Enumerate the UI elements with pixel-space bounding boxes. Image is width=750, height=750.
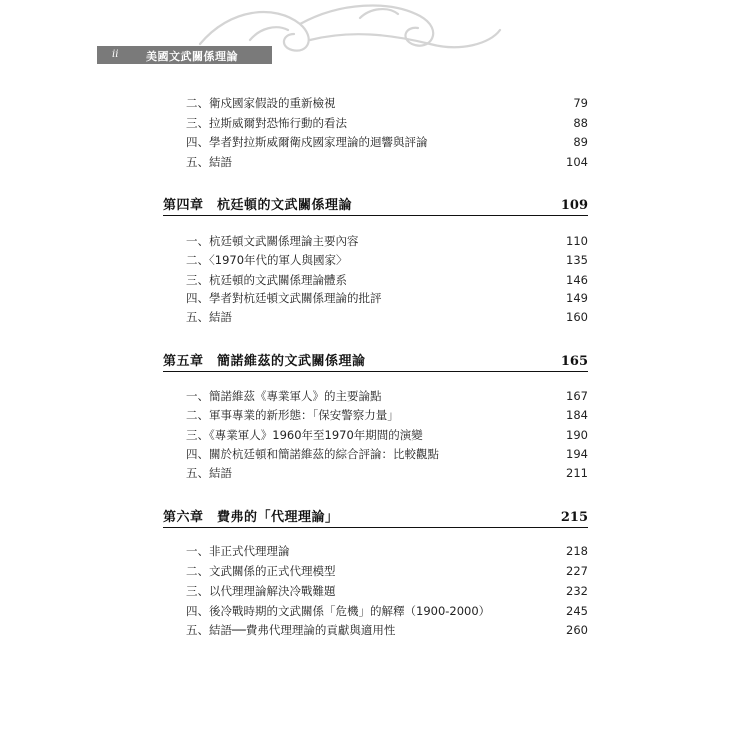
- chapter-page-number: 165: [560, 354, 588, 369]
- entry-title: 二、文武關係的正式代理模型: [186, 564, 336, 578]
- entry-page-number: 149: [566, 291, 588, 305]
- entry-title: 一、簡諾維茲《專業軍人》的主要論點: [186, 389, 382, 403]
- entry-title: 二、〈1970年代的軍人與國家〉: [186, 253, 348, 267]
- entry-title: 四、學者對杭廷頓文武關係理論的批評: [186, 291, 382, 305]
- entry-title: 一、非正式代理理論: [186, 544, 290, 558]
- toc-entry: [186, 388, 588, 404]
- chapter-heading: [163, 505, 588, 528]
- toc-entry: [186, 309, 588, 325]
- entry-page-number: 184: [566, 408, 588, 422]
- toc-entry: [186, 563, 588, 579]
- entry-page-number: 135: [566, 253, 588, 267]
- entry-title: 五、結語: [186, 310, 232, 324]
- chapter-title: 第六章 費弗的「代理理論」: [163, 510, 339, 525]
- toc-entry: [186, 134, 588, 150]
- toc-entry: [186, 583, 588, 599]
- entry-title: 四、後冷戰時期的文武關係「危機」的解釋（1900-2000）: [186, 604, 491, 618]
- entry-page-number: 227: [566, 564, 588, 578]
- page-number: ii: [112, 49, 119, 60]
- toc-entry: [186, 252, 588, 268]
- entry-title: 五、結語──費弗代理理論的貢獻與適用性: [186, 623, 396, 637]
- running-header-title: 美國文武關係理論: [146, 50, 238, 63]
- entry-page-number: 218: [566, 544, 588, 558]
- entry-title: 三、杭廷頓的文武關係理論體系: [186, 273, 347, 287]
- entry-page-number: 89: [573, 135, 588, 149]
- entry-page-number: 211: [566, 466, 588, 480]
- toc-entry: [186, 233, 588, 249]
- toc-entry: [186, 465, 588, 481]
- entry-page-number: 232: [566, 584, 588, 598]
- entry-title: 二、軍事專業的新形態：「保安警察力量」: [186, 408, 399, 422]
- toc-entry: [186, 272, 588, 288]
- entry-title: 四、學者對拉斯威爾衛戍國家理論的迴響與評論: [186, 135, 428, 149]
- entry-title: 三、《專業軍人》1960年至1970年期間的演變: [186, 428, 423, 442]
- entry-title: 三、拉斯威爾對恐怖行動的看法: [186, 116, 347, 130]
- toc-entry: [186, 427, 588, 443]
- entry-title: 二、衛戍國家假設的重新檢視: [186, 96, 336, 110]
- entry-page-number: 194: [566, 447, 588, 461]
- chapter-title: 第四章 杭廷頓的文武關係理論: [163, 198, 353, 213]
- entry-page-number: 160: [566, 310, 588, 324]
- entry-title: 三、以代理理論解決冷戰難題: [186, 584, 336, 598]
- entry-page-number: 260: [566, 623, 588, 637]
- chapter-page-number: 215: [560, 510, 588, 525]
- entry-title: 五、結語: [186, 466, 232, 480]
- entry-title: 五、結語: [186, 155, 232, 169]
- entry-page-number: 190: [566, 428, 588, 442]
- entry-page-number: 104: [566, 155, 588, 169]
- chapter-page-number: 109: [560, 198, 588, 213]
- entry-page-number: 167: [566, 389, 588, 403]
- entry-title: 四、關於杭廷頓和簡諾維茲的綜合評論：比較觀點: [186, 447, 439, 461]
- toc-entry: [186, 407, 588, 423]
- entry-page-number: 146: [566, 273, 588, 287]
- entry-page-number: 79: [573, 96, 588, 110]
- toc-entry: [186, 95, 588, 111]
- entry-page-number: 88: [573, 116, 588, 130]
- toc-entry: [186, 446, 588, 462]
- entry-page-number: 110: [566, 234, 588, 248]
- entry-page-number: 245: [566, 604, 588, 618]
- toc-entry: [186, 603, 588, 619]
- toc-entry: [186, 290, 588, 306]
- chapter-heading: [163, 193, 588, 216]
- chapter-heading: [163, 349, 588, 372]
- toc-entry: [186, 115, 588, 131]
- chapter-title: 第五章 簡諾維茲的文武關係理論: [163, 354, 366, 369]
- toc-entry: [186, 543, 588, 559]
- toc-entry: [186, 622, 588, 638]
- entry-title: 一、杭廷頓文武關係理論主要內容: [186, 234, 359, 248]
- toc-entry: [186, 154, 588, 170]
